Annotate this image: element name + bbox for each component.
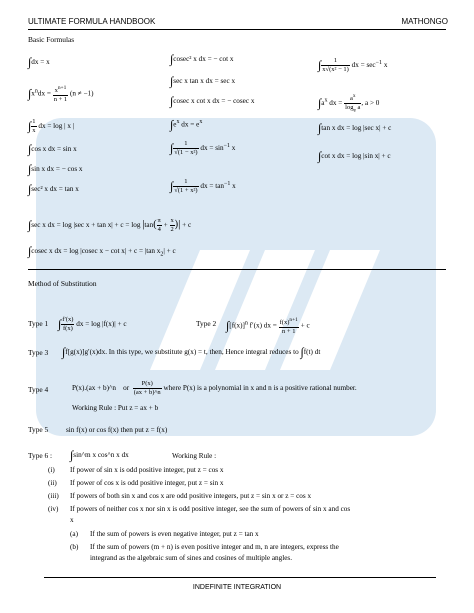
formula-c3-2: $\int a^x$ dx = $\frac{a^x}{\log_e a}$ , a > 0 <box>318 93 380 114</box>
formula-c3-3: ∫tan x dx = log |sec x| + c <box>318 121 392 135</box>
type4-label: Type 4 <box>28 385 49 394</box>
formula-c3-4: ∫cot x dx = log |sin x| + c <box>318 149 391 163</box>
type6-formula: ∫sin^m x cos^n x dx <box>70 448 129 462</box>
type4-working-rule: Working Rule : Put z = ax + b <box>72 404 159 412</box>
type2-formula: $\int[f(x)]^n$ f′(x) dx = $\frac{f(x)^{n+1}}{n + 1}$ + c <box>226 317 310 336</box>
rule-i: (i) If power of sin x is odd positive integer, put z = cos x <box>48 466 224 474</box>
header-brand: MATHONGO <box>401 17 448 26</box>
formula-c2-2: ∫sec x tan x dx = sec x <box>170 74 236 88</box>
formula-c1-5: ∫sin x dx = − cos x <box>28 162 83 176</box>
rule-iv: (iv) If powers of neither cos x nor sin x is odd positive integer, see the sum of powers of sin x and cos <box>48 505 351 513</box>
formula-c2-1: ∫cosec² x dx = − cot x <box>170 52 234 66</box>
formula-secx: ∫sec x dx = log |sec x + tan x| + c = log |tan( $\frac{\pi}{4}$ + $\frac{x}{2}$ )| + c <box>28 217 192 233</box>
footer-rule <box>44 577 436 578</box>
footer-title: INDEFINITE INTEGRATION <box>192 584 282 591</box>
type6-label: Type 6 : <box>28 451 53 460</box>
formula-c1-1: ∫dx = x <box>28 55 50 69</box>
type1-formula: ∫ $\frac{f'(x)}{f(x)}$ dx = log |f(x)| + c <box>58 316 127 332</box>
subrule-a: (a) If the sum of powers is even negative integer, put z = tan x <box>70 530 259 538</box>
section-title-substitution: Method of Substitution <box>28 279 97 288</box>
formula-c1-4: ∫cos x dx = sin x <box>28 142 77 156</box>
formula-c2-6: ∫ $\frac{1}{\text{√(1 + x²)}}$ dx = $\tan^{-1} x$ <box>170 178 236 194</box>
formula-c2-5: ∫ $\frac{1}{\text{√(1 − x²)}}$ dx = $\sin^{-1} x$ <box>170 140 236 156</box>
formula-c3-1: ∫ $\frac{1}{\text{x√(x² − 1)}}$ dx = $\sec^{-1} x$ <box>318 57 388 73</box>
formula-c2-4: $\int e^x$ dx = $e^x$ <box>170 117 203 132</box>
section-divider <box>28 269 446 270</box>
type4-text: P(x).(ax + b)^n or $\frac{P(x)}{(ax + b)\^{}n}$ where P(x) is a polynomial in x and n is a positive rational number. <box>72 380 357 396</box>
subrule-b-cont: integrand as the algebraic sum of sines and cosines of multiple angles. <box>90 554 292 562</box>
type3-text: ∫f[g(x)]g′(x)dx. In this type, we substitute g(x) = t, then, Hence integral reduces to ∫f(t) dt <box>62 345 321 359</box>
type5-label: Type 5 <box>28 425 49 434</box>
type2-label: Type 2 <box>196 319 217 328</box>
formula-cosecx: ∫cosec x dx = log |cosec x − cot x| + c = |tan $x_2| + c$ <box>28 244 176 258</box>
formula-c2-3: ∫cosec x cot x dx = − cosec x <box>170 94 255 108</box>
header-rule <box>28 29 446 30</box>
type5-text: sin f(x) or cos f(x) then put z = f(x) <box>66 426 168 434</box>
rule-iii: (iii) If powers of both sin x and cos x are odd positive integers, put z = sin x or z = cos x <box>48 492 312 500</box>
formula-c1-2: $\int x^ndx$ = $\frac{x^{n+1}}{n + 1}$ (n ≠ −1) <box>28 85 94 104</box>
type6-working-rule: Working Rule : <box>172 452 217 460</box>
rule-iv-cont: x <box>70 516 74 524</box>
section-title-basic: Basic Formulas <box>28 35 75 44</box>
formula-c1-3: ∫ $\frac{1}{x}$ dx = log | x | <box>28 118 75 134</box>
rule-ii: (ii) If power of cos x is odd positive integer, put z = sin x <box>48 479 224 487</box>
subrule-b: (b) If the sum of powers (m + n) is even positive integer and m, n are integers, express the <box>70 543 339 551</box>
type3-label: Type 3 <box>28 348 49 357</box>
formula-c1-6: ∫sec² x dx = tan x <box>28 182 79 196</box>
header-title: ULTIMATE FORMULA HANDBOOK <box>28 17 156 26</box>
type1-label: Type 1 <box>28 319 49 328</box>
